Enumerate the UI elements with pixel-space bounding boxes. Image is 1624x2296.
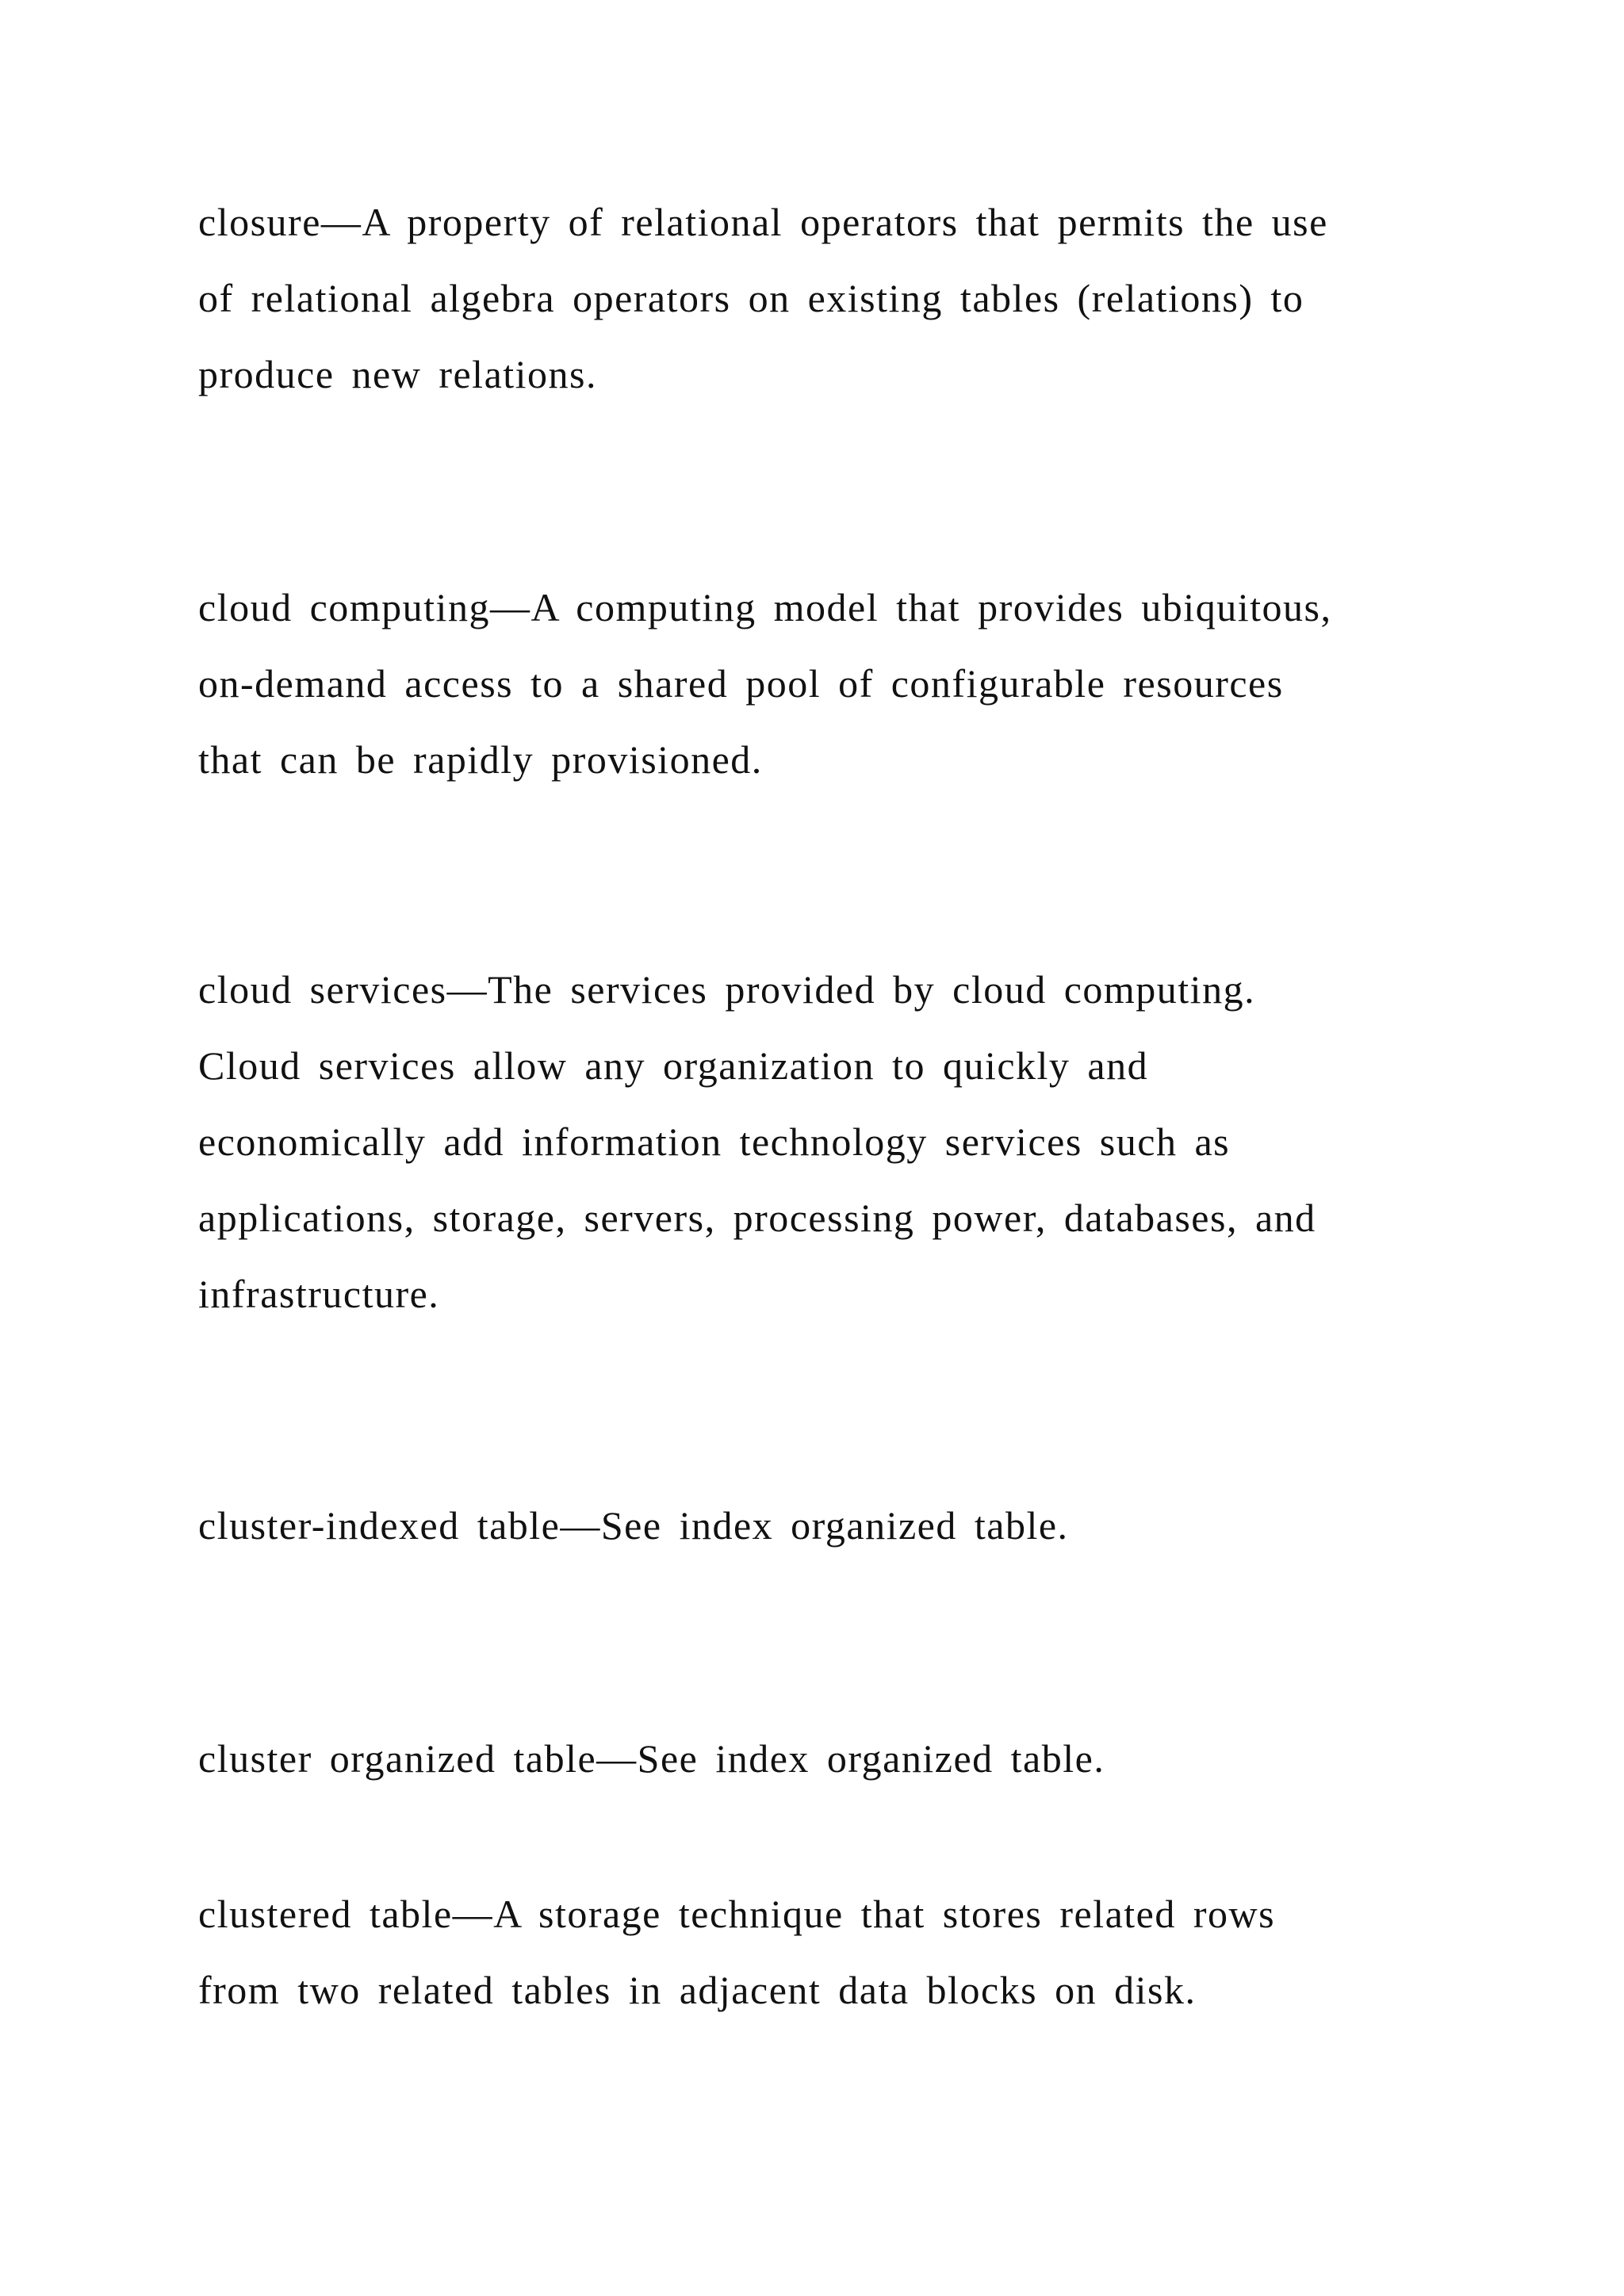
entry-line: cluster-indexed table—See index organized table. (198, 1503, 1069, 1548)
glossary-entry-closure (198, 184, 1435, 412)
entry-line: that can be rapidly provisioned. (198, 737, 763, 782)
entry-line: from two related tables in adjacent data blocks on disk. (198, 1968, 1197, 2012)
glossary-entry-clustered-table (198, 1876, 1435, 2028)
entry-line: clustered table—A storage technique that stores related rows (198, 1892, 1276, 1936)
entry-line: on-demand access to a shared pool of configurable resources (198, 661, 1284, 706)
entry-line: closure—A property of relational operators that permits the use (198, 200, 1328, 244)
entry-line: cloud services—The services provided by cloud computing. (198, 967, 1256, 1012)
entry-line: applications, storage, servers, processing power, databases, and (198, 1196, 1316, 1240)
glossary-entry-cloud-computing (198, 569, 1435, 798)
entry-line: infrastructure. (198, 1272, 440, 1316)
glossary-entry-cluster-indexed-table (198, 1487, 1435, 1563)
entry-line: of relational algebra operators on existing tables (relations) to (198, 276, 1304, 320)
entry-line: cluster organized table—See index organized table. (198, 1736, 1105, 1781)
entry-line: Cloud services allow any organization to quickly and (198, 1043, 1149, 1088)
entry-line: cloud computing—A computing model that provides ubiquitous, (198, 585, 1332, 629)
entry-line: produce new relations. (198, 352, 598, 396)
entry-line: economically add information technology services such as (198, 1119, 1231, 1164)
glossary-entry-cluster-organized-table (198, 1720, 1435, 1797)
glossary-entry-cloud-services (198, 951, 1435, 1332)
